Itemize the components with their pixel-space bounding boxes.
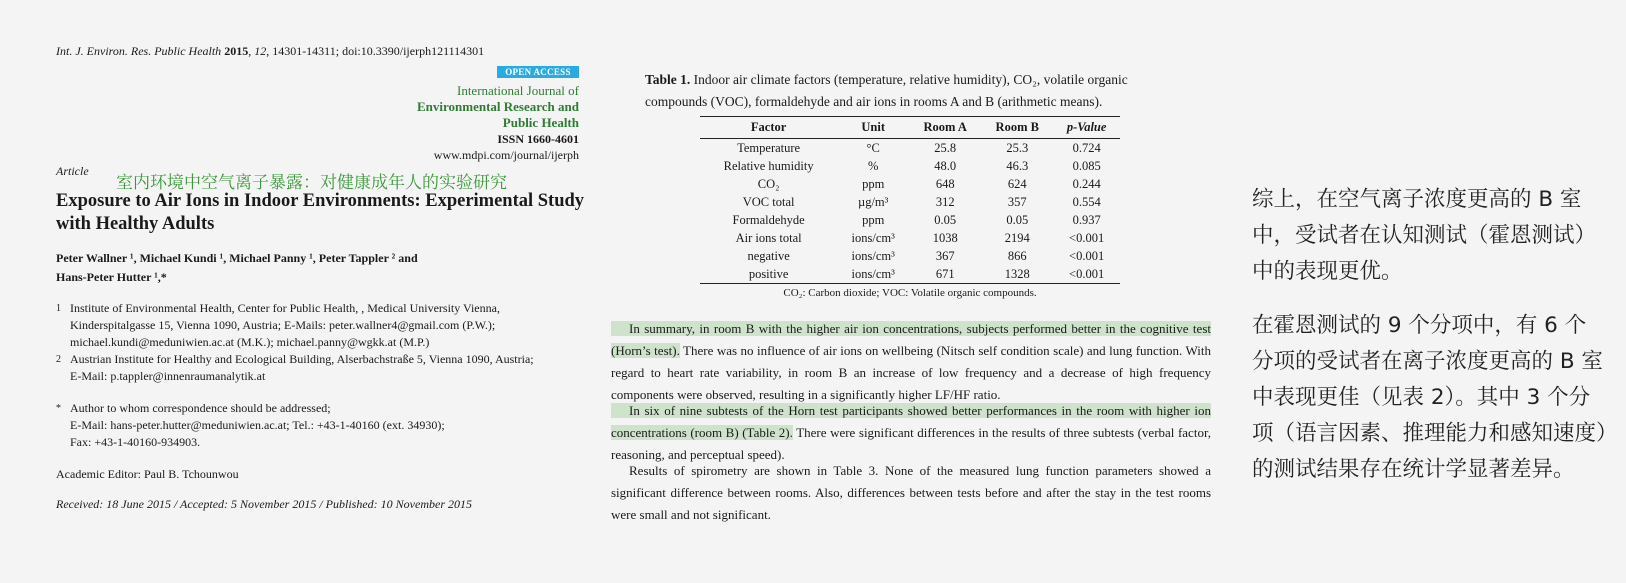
- correspondence-note: [56, 400, 576, 451]
- table-cell: CO₂: [757, 176, 780, 191]
- table-cell: <0.001: [1069, 230, 1105, 245]
- correspondence-line: Author to whom correspondence should be addressed;: [70, 401, 331, 415]
- affiliation-1-line: michael.kundi@meduniwien.ac.at (M.K.); michael.panny@wgkk.at (M.P.): [70, 335, 430, 349]
- journal-block: [417, 83, 579, 163]
- citation-rest: , 14301-14311; doi:10.3390/ijerph121114301: [266, 44, 485, 58]
- table-cell: 1038: [932, 230, 958, 245]
- table-header-cell: Room A: [909, 117, 981, 139]
- table-cell: 48.0: [934, 158, 957, 173]
- table-cell: 0.05: [934, 212, 957, 227]
- table-row: [700, 229, 1120, 247]
- table-cell: ppm: [862, 212, 885, 227]
- table-row: [700, 157, 1120, 175]
- table-cell: 0.085: [1072, 158, 1101, 173]
- table-cell: 2194: [1004, 230, 1030, 245]
- affiliation-2-mark: 2: [56, 354, 61, 365]
- table-header-cell: Unit: [837, 117, 909, 139]
- table-note: CO₂: Carbon dioxide; VOC: Volatile organic compounds.: [783, 287, 1037, 299]
- highlight-text: In summary, in room B with the higher air ion concentrations, subjects performed better in the cognitive test (Horn’s test).: [611, 321, 1211, 358]
- academic-editor: Academic Editor: Paul B. Tchounwou: [56, 467, 239, 481]
- affiliation-2-line: Austrian Institute for Healthy and Ecological Building, Alserbachstraße 5, Vienna 1090, Austria;: [70, 352, 534, 366]
- table-cell: %: [868, 158, 879, 173]
- table-cell: 671: [909, 265, 981, 284]
- highlight-text: In six of nine subtests of the Horn test participants showed better performances in the room with higher ion concentrations (room B) (Table 2).: [611, 403, 1211, 440]
- data-table: [700, 116, 1120, 284]
- authors-line-1: Peter Wallner ¹, Michael Kundi ¹, Michael Panny ¹, Peter Tappler ² and: [56, 251, 418, 265]
- table-caption-text: Indoor air climate factors (temperature, relative humidity), CO₂, volatile organic: [690, 72, 1128, 87]
- table-cell: 25.3: [1006, 140, 1029, 155]
- table-header-cell: p-Value: [1053, 117, 1120, 139]
- article-label: Article: [56, 164, 89, 178]
- correspondence-line: Fax: +43-1-40160-934903.: [70, 435, 201, 449]
- table-caption: [645, 69, 1185, 113]
- authors-line-2: Hans-Peter Hutter ¹,*: [56, 270, 167, 284]
- journal-abbreviation: Int. J. Environ. Res. Public Health: [56, 44, 222, 58]
- correspondence-mark: *: [56, 403, 61, 414]
- table-cell: 0.724: [1072, 140, 1101, 155]
- chinese-summary-2: 在霍恩测试的 9 个分项中，有 6 个分项的受试者在离子浓度更高的 B 室中表现更佳（见表 2）。其中 3 个分项（语言因素、推理能力和感知速度）的测试结果存在统计学显著差异。: [1252, 313, 1607, 482]
- table-cell: ions/cm³: [851, 248, 895, 263]
- paragraph-horn-test: [611, 400, 1211, 466]
- chinese-title: 室内环境中空气离子暴露：对健康成年人的实验研究: [116, 173, 507, 193]
- table-cell: 357: [1007, 194, 1027, 209]
- table-caption-text-2: compounds (VOC), formaldehyde and air ions in rooms A and B (arithmetic means).: [645, 94, 1103, 109]
- table-row: [700, 211, 1120, 229]
- table-cell: 1328: [981, 265, 1053, 284]
- table-cell: Temperature: [737, 140, 801, 155]
- paragraph-text: There were significant differences in the results of three subtests (verbal factor, reasoning, and perceptual speed).: [611, 425, 1211, 462]
- paper-title: Exposure to Air Ions in Indoor Environments: Experimental Study with Healthy Adults: [56, 191, 585, 234]
- table-cell: 624: [1007, 176, 1027, 191]
- open-access-badge: OPEN ACCESS: [497, 66, 579, 78]
- journal-line-2: Environmental Research and: [416, 99, 579, 114]
- table-cell: 866: [1007, 248, 1027, 263]
- table-cell: µg/m³: [858, 194, 889, 209]
- affiliation-1: [56, 300, 576, 351]
- table-cell: Relative humidity: [723, 158, 814, 173]
- table-cell: 0.244: [1072, 176, 1101, 191]
- table-cell: ions/cm³: [851, 230, 895, 245]
- author-list: [56, 249, 576, 287]
- table-cell: 0.05: [1006, 212, 1029, 227]
- table-cell: negative: [747, 248, 790, 263]
- table-row: [700, 265, 1120, 284]
- paragraph-summary: [611, 318, 1211, 406]
- table-row: [700, 175, 1120, 193]
- table-cell: 25.8: [934, 140, 957, 155]
- citation-year: 2015: [224, 44, 249, 58]
- citation-volume: 12: [254, 44, 267, 58]
- table-cell: 46.3: [1006, 158, 1029, 173]
- table-cell: VOC total: [742, 194, 795, 209]
- paragraph-text: Results of spirometry are shown in Table 3. None of the measured lung function parameters showed a significant difference between rooms. Also, differences between tests before and after the stay in the test rooms were small and not significant.: [611, 463, 1211, 522]
- correspondence-line: E-Mail: hans-peter.hutter@meduniwien.ac.at; Tel.: +43-1-40160 (ext. 34930);: [70, 418, 445, 432]
- table-cell: positive: [700, 265, 837, 284]
- table-header-cell: Factor: [700, 117, 837, 139]
- affiliation-1-mark: 1: [56, 303, 61, 314]
- affiliation-1-line: Kinderspitalgasse 15, Vienna 1090, Austria; E-Mails: peter.wallner4@gmail.com (P.W.);: [70, 318, 496, 332]
- table-cell: ppm: [862, 176, 885, 191]
- table-header-row: [700, 117, 1120, 139]
- paragraph-spirometry: [611, 460, 1211, 526]
- table-cell: 0.937: [1072, 212, 1101, 227]
- table-cell: 312: [935, 194, 955, 209]
- table-cell: Air ions total: [735, 230, 802, 245]
- table-caption-label: Table 1.: [645, 72, 691, 87]
- affiliation-2: [56, 351, 576, 385]
- journal-issn: ISSN 1660-4601: [497, 132, 579, 146]
- table-cell: Formaldehyde: [732, 212, 805, 227]
- journal-url: www.mdpi.com/journal/ijerph: [433, 148, 579, 162]
- table-cell: 367: [935, 248, 955, 263]
- chinese-summary-1: 综上，在空气离子浓度更高的 B 室中，受试者在认知测试（霍恩测试）中的表现更优。: [1252, 187, 1597, 284]
- affiliation-2-line: E-Mail: p.tappler@innenraumanalytik.at: [70, 369, 266, 383]
- table-row: [700, 193, 1120, 211]
- table-cell: °C: [866, 140, 880, 155]
- journal-line-3: Public Health: [502, 115, 579, 130]
- publication-dates: Received: 18 June 2015 / Accepted: 5 November 2015 / Published: 10 November 2015: [56, 497, 472, 511]
- table-cell: <0.001: [1053, 265, 1120, 284]
- table-row: [700, 139, 1120, 158]
- table-cell: ions/cm³: [837, 265, 909, 284]
- journal-line-1: International Journal of: [456, 83, 579, 98]
- table-header-cell: Room B: [981, 117, 1053, 139]
- table-cell: <0.001: [1069, 248, 1105, 263]
- paragraph-text: There was no influence of air ions on wellbeing (Nitsch self condition scale) and lung function. With regard to heart rate variability, in room B an increase of low frequency and a decrease of high frequency components were observed, resulting in a significantly higher LF/HF ratio.: [611, 343, 1212, 402]
- table-row: [700, 247, 1120, 265]
- affiliation-1-line: Institute of Environmental Health, Center for Public Health, , Medical University Vienna,: [70, 301, 500, 315]
- citation-line: Int. J. Environ. Res. Public Health 2015, 12, 14301-14311; doi:10.3390/ijerph121114301: [56, 44, 485, 58]
- table-cell: 0.554: [1072, 194, 1101, 209]
- table-cell: 648: [935, 176, 955, 191]
